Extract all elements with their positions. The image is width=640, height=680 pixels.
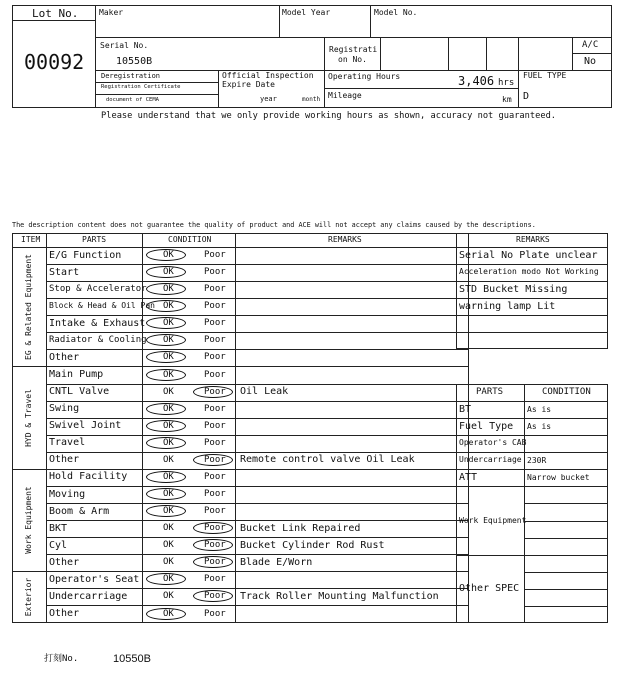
category-label: EG & Related Equipment: [24, 253, 33, 360]
registration-label: Registrati: [329, 45, 378, 54]
year-label: year: [260, 95, 277, 103]
ok-selected-mark: [146, 437, 186, 449]
fuel-type-value: D: [523, 91, 530, 102]
lot-label: Lot No.: [32, 7, 79, 20]
poor-label: Poor: [204, 557, 226, 568]
model-no-label: Model No.: [374, 8, 418, 17]
ok-selected-mark: [146, 266, 186, 278]
ok-selected-mark: [146, 420, 186, 432]
spec-condition-header: CONDITION: [542, 387, 591, 397]
remarks-panel-title: REMARKS: [516, 235, 550, 244]
poor-label: Poor: [204, 574, 226, 585]
spec-part: Fuel Type: [459, 420, 514, 432]
remark-text: Track Roller Mounting Malfunction: [240, 590, 439, 602]
remark-line: Acceleration modo Not Working: [459, 266, 599, 276]
ok-label: OK: [163, 471, 174, 482]
mileage-label: Mileage: [328, 91, 362, 100]
ok-label: OK: [163, 489, 174, 499]
col-remarks-header: REMARKS: [328, 235, 362, 244]
poor-label: Poor: [204, 250, 226, 261]
poor-label: Poor: [204, 437, 226, 448]
poor-label: Poor: [204, 523, 226, 534]
poor-label: Poor: [204, 369, 226, 380]
stamp-number-label: 打刻No.: [44, 654, 79, 664]
part-name: Intake & Exhaust: [49, 317, 146, 329]
ok-label: OK: [163, 557, 174, 568]
part-name: Block & Head & Oil Pan: [49, 300, 155, 310]
serial-value: 10550B: [116, 56, 153, 67]
part-name: Cyl: [49, 539, 68, 551]
ok-label: OK: [163, 301, 174, 312]
deregistration-label: Deregistration: [101, 72, 161, 80]
ok-selected-mark: [146, 608, 186, 620]
cema-document-label: document of CEMA: [106, 97, 159, 103]
ac-value: No: [584, 56, 597, 67]
operating-hours-label: Operating Hours: [328, 72, 401, 81]
ok-label: OK: [163, 250, 174, 261]
spec-parts-header: PARTS: [476, 387, 504, 397]
part-name: Undercarriage: [49, 590, 128, 602]
part-name: Other: [49, 351, 80, 363]
remark-text: Bucket Link Repaired: [240, 522, 361, 534]
part-name: Start: [49, 266, 80, 278]
poor-label: Poor: [204, 608, 226, 619]
col-parts-header: PARTS: [82, 235, 107, 244]
category-label: Exterior: [24, 577, 33, 617]
ok-label: OK: [163, 574, 174, 585]
ok-label: OK: [163, 369, 174, 380]
part-name: Stop & Accelerator: [49, 283, 147, 294]
part-name: Other: [49, 556, 80, 568]
part-name: Main Pump: [49, 369, 104, 381]
fuel-type-label: FUEL TYPE: [523, 71, 567, 80]
category-label: Work Equipment: [24, 486, 33, 554]
poor-label: Poor: [204, 267, 226, 278]
ok-label: OK: [163, 335, 174, 346]
spec-part: ATT: [459, 471, 478, 483]
part-name: Operator's Seat: [49, 573, 140, 585]
part-name: Hold Facility: [49, 471, 128, 483]
poor-selected-mark: [193, 454, 233, 466]
ok-label: OK: [163, 608, 174, 619]
ok-selected-mark: [146, 369, 186, 381]
inspection-label-2: Expire Date: [222, 80, 275, 89]
poor-label: Poor: [204, 335, 226, 346]
poor-label: Poor: [204, 301, 226, 312]
remark-line: STD Bucket Missing: [459, 283, 568, 295]
remark-line: Serial No Plate unclear: [459, 249, 598, 261]
col-item-header: ITEM: [21, 235, 41, 244]
ok-label: OK: [163, 403, 174, 414]
maker-label: Maker: [99, 8, 124, 17]
ok-label: OK: [163, 523, 174, 534]
part-name: CNTL Valve: [49, 386, 110, 398]
part-name: Moving: [49, 488, 86, 500]
spec-part: Undercarriage: [459, 454, 522, 464]
disclaimer: The description content does not guarantee the quality of product and ACE will not accept any claims caused by the descriptions.: [12, 221, 536, 229]
poor-label: Poor: [204, 540, 226, 551]
serial-label: Serial No.: [100, 41, 149, 50]
registration-label-2: on No.: [338, 55, 367, 64]
part-name: Other: [49, 608, 80, 619]
part-name: Boom & Arm: [49, 505, 110, 517]
part-name: Swing: [49, 403, 80, 415]
spec-condition: As is: [527, 421, 552, 431]
part-name: E/G Function: [49, 249, 122, 261]
ok-selected-mark: [146, 505, 186, 517]
ok-label: OK: [163, 267, 174, 278]
ok-label: OK: [163, 591, 174, 602]
poor-label: Poor: [204, 318, 226, 329]
operating-hours-value: 3,406: [458, 74, 495, 88]
spec-part: Operator's CAB: [459, 437, 527, 447]
remark-text: Remote control valve Oil Leak: [240, 454, 415, 466]
ac-label: A/C: [582, 40, 599, 50]
remark-text: Oil Leak: [240, 386, 289, 398]
km-label: km: [502, 95, 512, 104]
ok-selected-mark: [146, 471, 186, 483]
col-condition-header: CONDITION: [168, 235, 212, 244]
work-equipment-label: Work Equipment: [459, 515, 527, 525]
poor-label: Poor: [204, 591, 226, 602]
poor-label: Poor: [204, 403, 226, 414]
ok-label: OK: [163, 437, 174, 448]
ok-label: OK: [163, 352, 174, 363]
remark-line: warning lamp Lit: [459, 300, 556, 312]
part-name: Swivel Joint: [49, 420, 122, 432]
ok-selected-mark: [146, 403, 186, 415]
poor-label: Poor: [204, 284, 226, 295]
ok-label: OK: [163, 454, 174, 465]
ok-label: OK: [163, 420, 174, 431]
spec-condition: As is: [527, 404, 552, 414]
registration-certificate-label: Registration Certificate: [101, 84, 181, 90]
part-name: Radiator & Cooling: [49, 334, 147, 345]
lot-number: 00092: [24, 50, 85, 74]
model-year-label: Model Year: [282, 8, 331, 17]
inspection-label: Official Inspection: [222, 71, 314, 80]
part-name: BKT: [49, 522, 68, 534]
poor-label: Poor: [204, 386, 226, 397]
ok-selected-mark: [146, 488, 186, 500]
ok-label: OK: [163, 318, 174, 329]
remark-text: Bucket Cylinder Rod Rust: [240, 539, 385, 551]
poor-label: Poor: [204, 489, 226, 499]
poor-label: Poor: [204, 506, 226, 517]
poor-label: Poor: [204, 352, 226, 363]
poor-label: Poor: [204, 454, 226, 465]
ok-label: OK: [163, 540, 174, 551]
poor-label: Poor: [204, 420, 226, 431]
ok-label: OK: [163, 284, 174, 295]
month-label: month: [302, 96, 321, 103]
ok-selected-mark: [146, 249, 186, 261]
part-name: Travel: [49, 437, 86, 449]
ok-label: OK: [163, 386, 174, 397]
other-spec-label: Other SPEC: [459, 582, 520, 594]
spec-condition: 230R: [527, 455, 547, 465]
part-name: Other: [49, 454, 80, 466]
stamp-number-value: 10550B: [113, 653, 151, 665]
spec-condition: Narrow bucket: [527, 472, 590, 482]
poor-selected-mark: [193, 386, 233, 398]
spec-part: BT: [459, 403, 472, 415]
category-label: HYD & Travel: [24, 388, 33, 447]
hrs-label: hrs: [498, 78, 515, 88]
ok-label: OK: [163, 506, 174, 517]
poor-label: Poor: [204, 471, 226, 482]
remark-text: Blade E/Worn: [240, 556, 313, 568]
hours-accuracy-note: Please understand that we only provide working hours as shown, accuracy not guaranteed.: [101, 111, 557, 121]
